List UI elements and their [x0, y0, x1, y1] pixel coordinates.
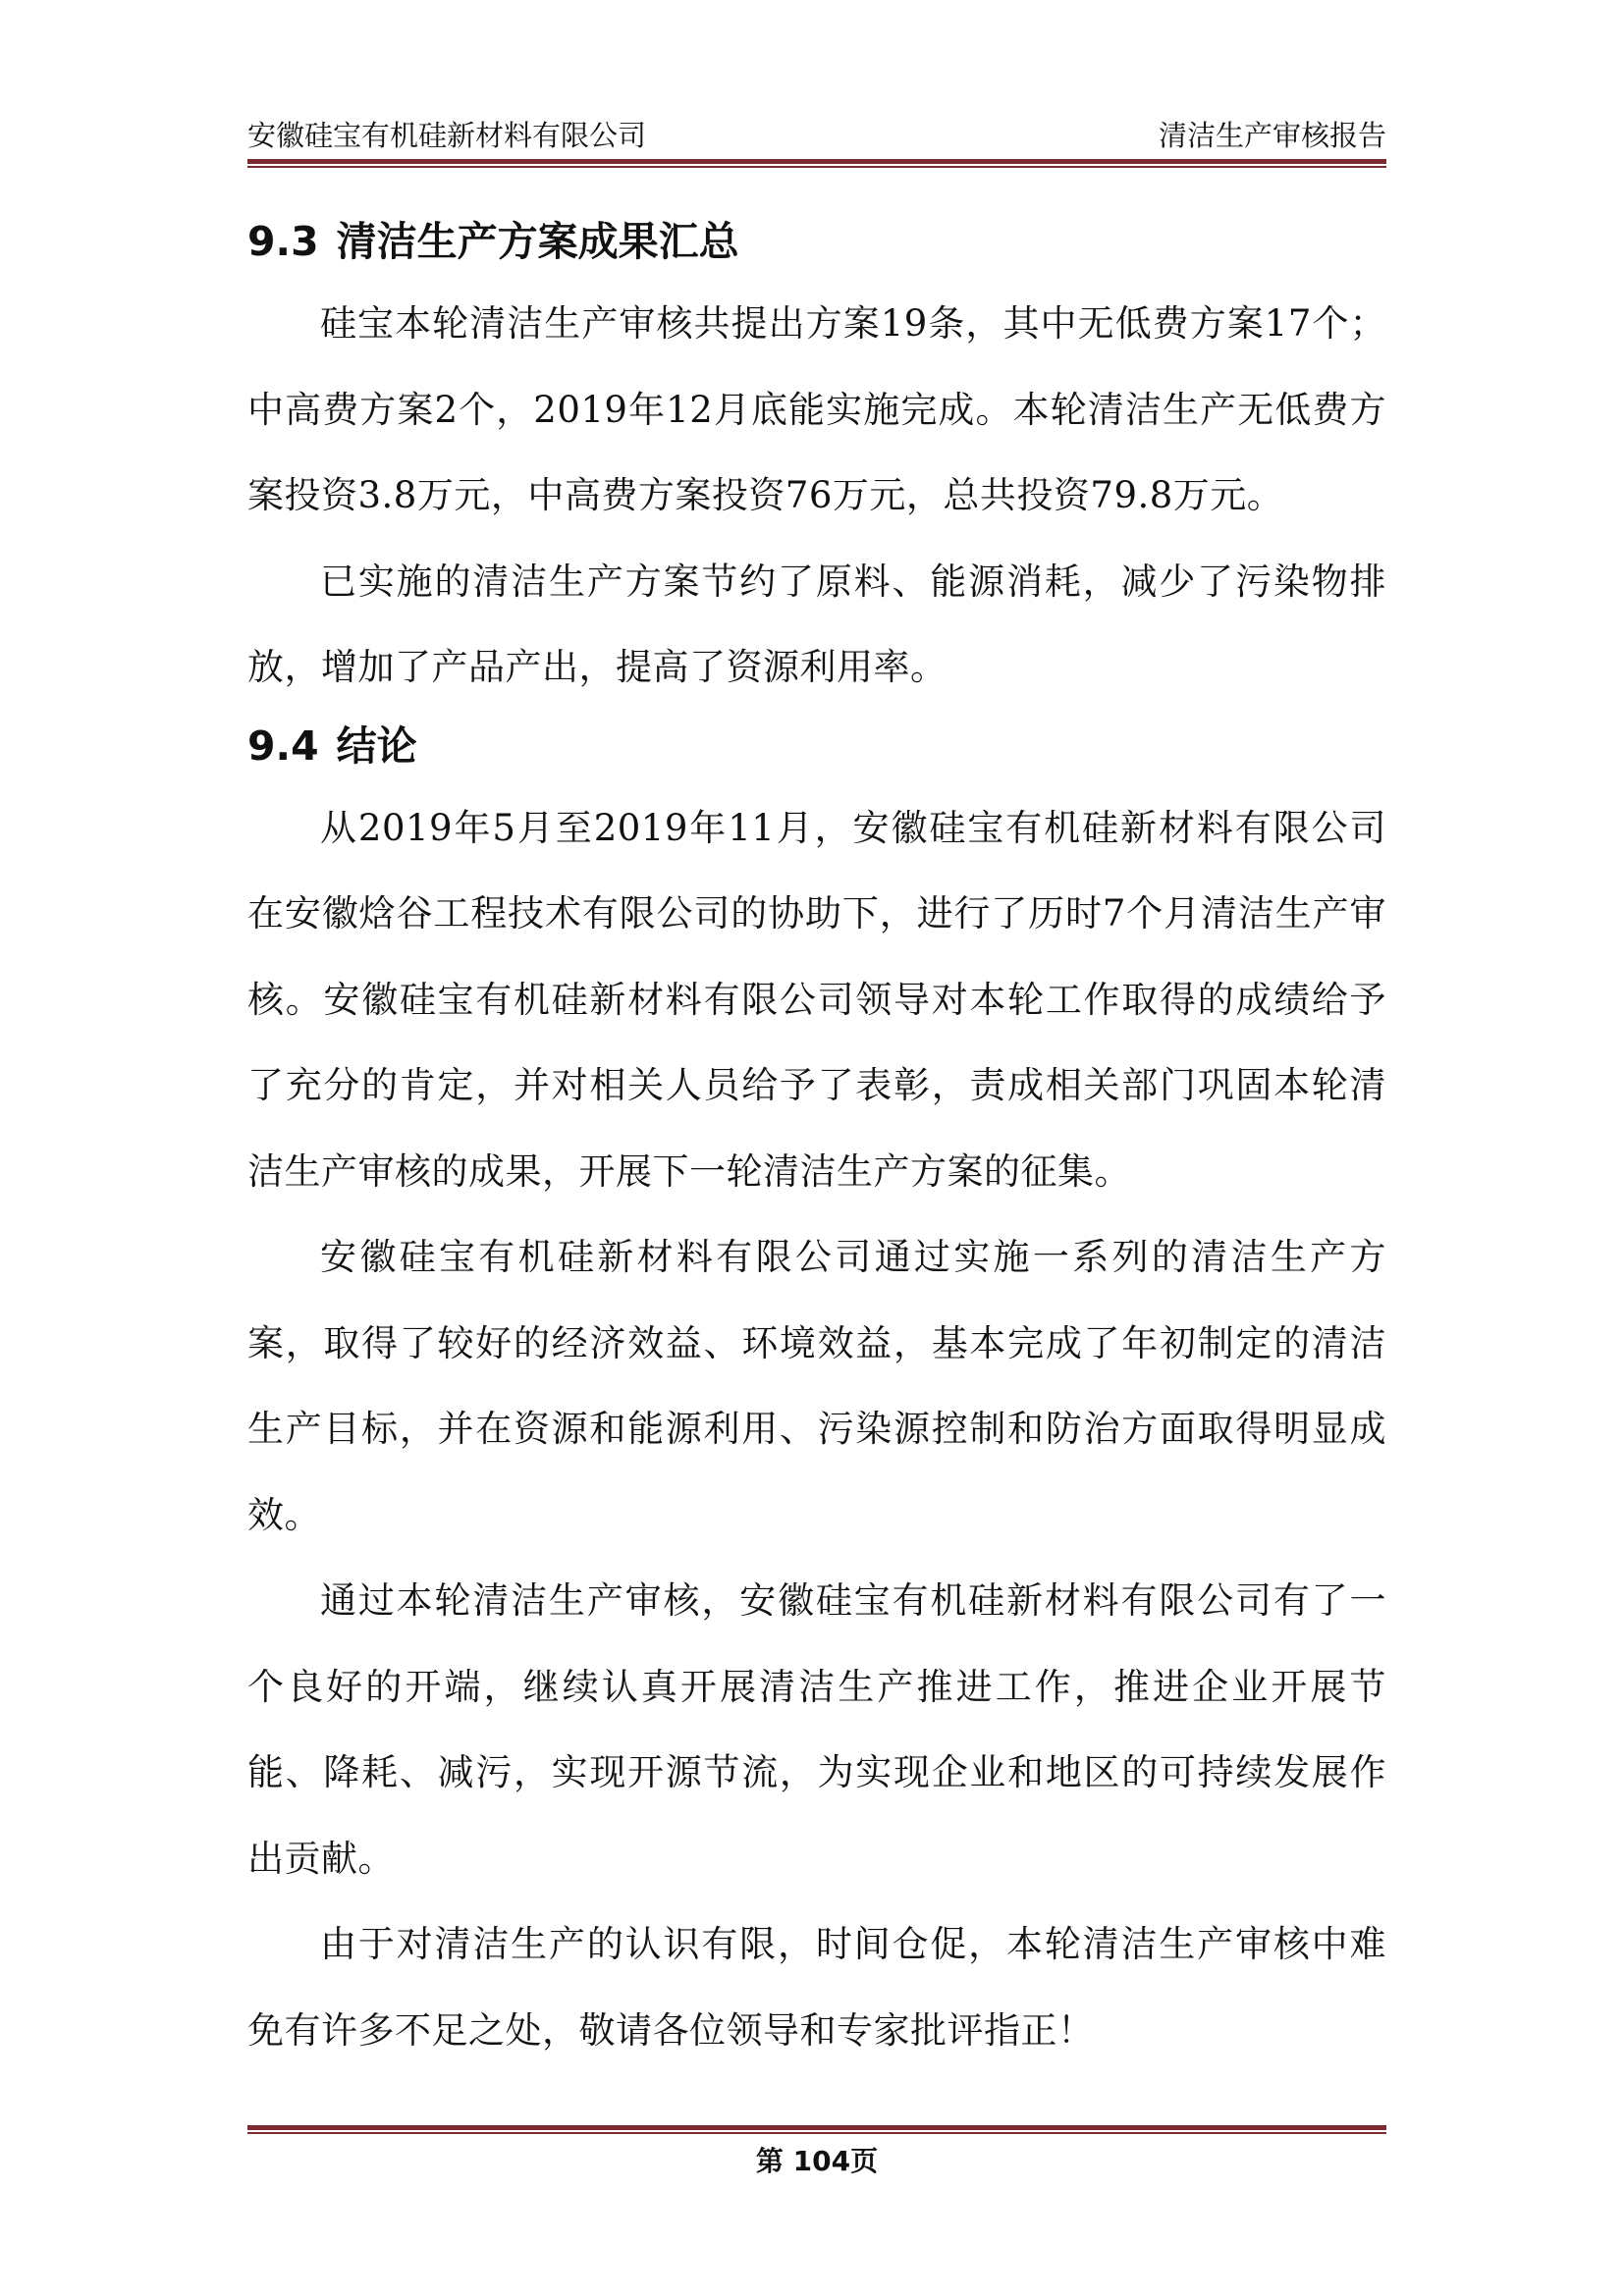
document-body [247, 204, 1386, 2073]
paragraph: 安徽硅宝有机硅新材料有限公司通过实施一系列的清洁生产方案，取得了较好的经济效益、环境效益，基本完成了年初制定的清洁生产目标，并在资源和能源利用、污染源控制和防治方面取得明显成效。 [247, 1236, 1386, 1536]
section-title: 清洁生产方案成果汇总 [336, 218, 739, 265]
paragraph: 由于对清洁生产的认识有限，时间仓促，本轮清洁生产审核中难免有许多不足之处，敬请各位领导和专家批评指正！ [247, 1923, 1386, 2052]
section-heading-9-4 [247, 709, 1386, 783]
header-report-title: 清洁生产审核报告 [1158, 119, 1386, 152]
section-number: 9.3 [247, 218, 319, 265]
footer-divider [247, 2125, 1386, 2134]
paragraph: 硅宝本轮清洁生产审核共提出方案19条，其中无低费方案17个；中高费方案2个，2019年12月底能实施完成。本轮清洁生产无低费方案投资3.8万元，中高费方案投资76万元，总共投资79.8万元。 [247, 302, 1386, 516]
section-title: 结论 [336, 721, 417, 770]
header-divider [247, 159, 1386, 168]
header-company-name: 安徽硅宝有机硅新材料有限公司 [247, 119, 647, 152]
section-heading-9-3 [247, 204, 1386, 279]
page-number: 第 104页 [755, 2145, 879, 2177]
paragraph: 已实施的清洁生产方案节约了原料、能源消耗，减少了污染物排放，增加了产品产出，提高了资源利用率。 [247, 560, 1386, 688]
section-number: 9.4 [247, 721, 319, 770]
page-header [247, 116, 1386, 155]
paragraph: 通过本轮清洁生产审核，安徽硅宝有机硅新材料有限公司有了一个良好的开端，继续认真开展清洁生产推进工作，推进企业开展节能、降耗、减污，实现开源节流，为实现企业和地区的可持续发展作出贡献。 [247, 1579, 1386, 1880]
paragraph: 从2019年5月至2019年11月，安徽硅宝有机硅新材料有限公司在安徽焓谷工程技术有限公司的协助下，进行了历时7个月清洁生产审核。安徽硅宝有机硅新材料有限公司领导对本轮工作取得的成绩给予了充分的肯定，并对相关人员给予了表彰，责成相关部门巩固本轮清洁生产审核的成果，开展下一轮清洁生产方案的征集。 [247, 806, 1386, 1193]
